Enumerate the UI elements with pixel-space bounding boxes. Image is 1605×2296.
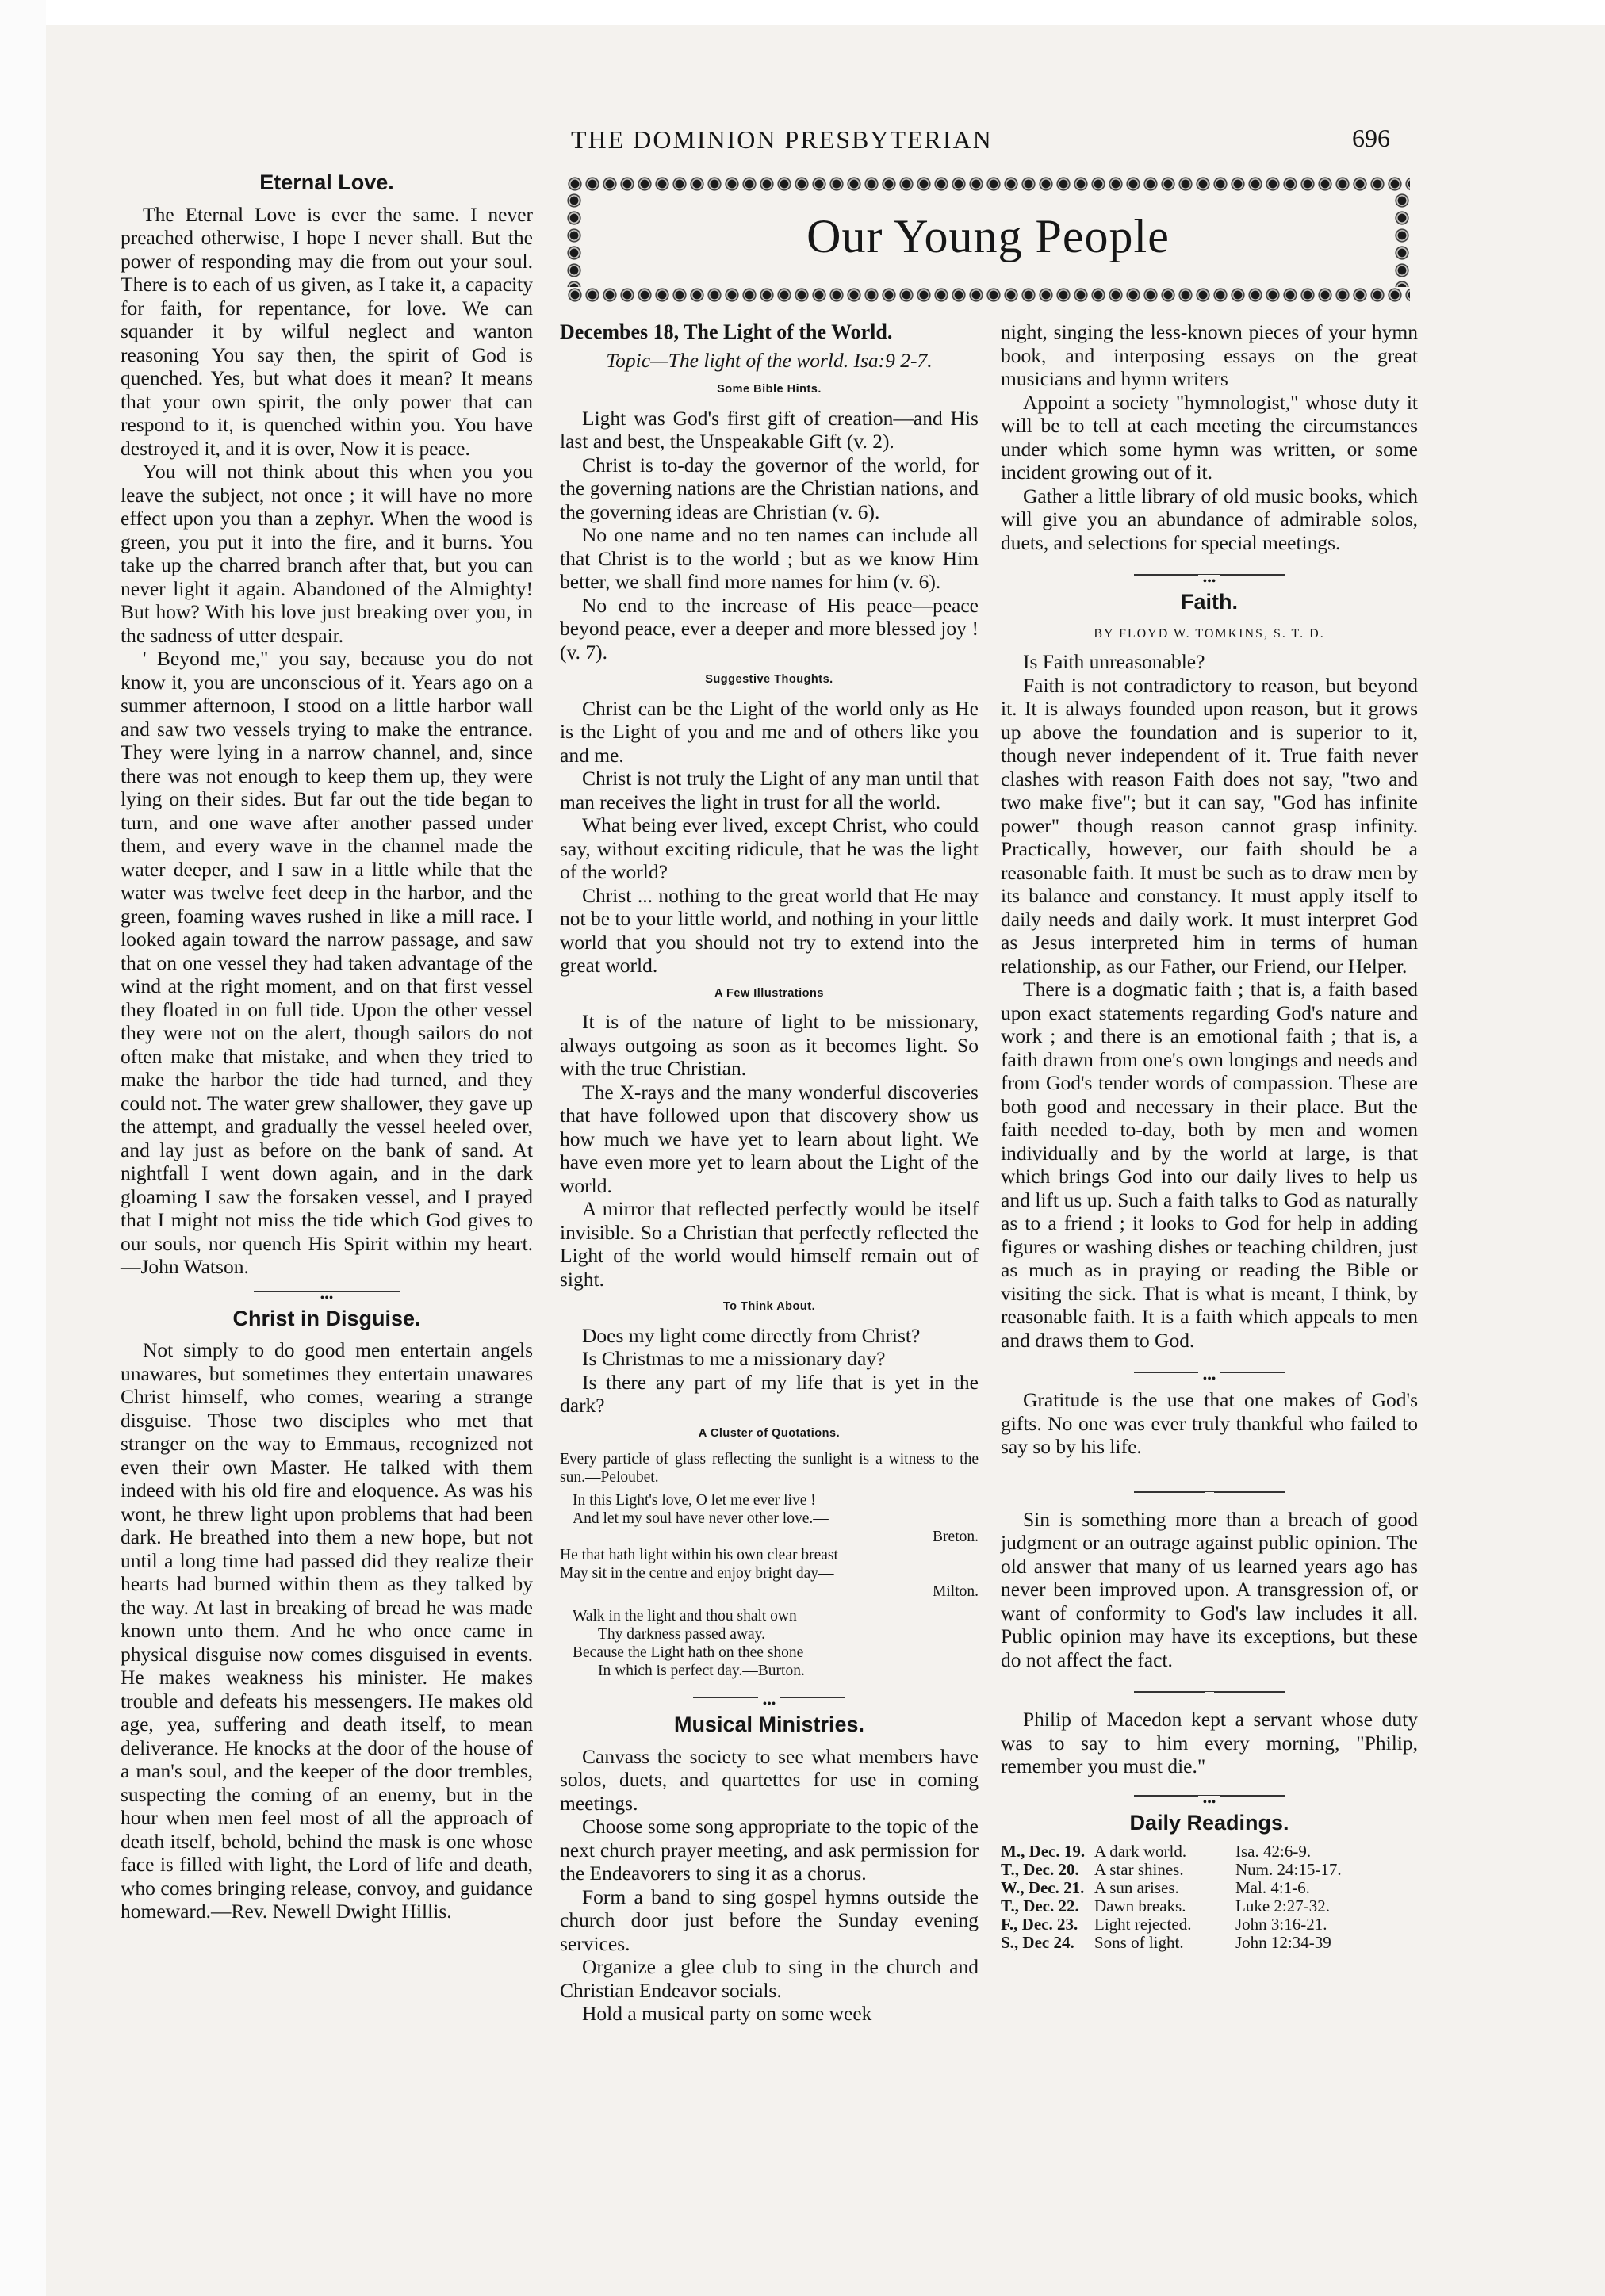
separator (1001, 1484, 1418, 1500)
paragraph: What being ever lived, except Christ, who could say, without exciting ridicule, that he was the light of the world? (560, 813, 979, 883)
page-number: 696 (1352, 124, 1390, 152)
verse-attribution: Breton. (933, 1529, 979, 1545)
paragraph: Form a band to sing gospel hymns outside the church door just before the Sunday evening services. (560, 1885, 979, 1955)
verse-line: Thy darkness passed away. (598, 1626, 766, 1643)
article-title-musical-ministries: Musical Ministries. (673, 1712, 865, 1736)
paragraph: The X-rays and the many wonderful discoveries that have followed upon that discovery show us how much we have yet to learn about light. We have even more yet to learn about the Light of the world. (560, 1080, 979, 1197)
bead-border-top (566, 176, 1410, 192)
lesson-heading: Decembes 18, The Light of the World. (560, 320, 893, 343)
question: Is Christmas to me a missionary day? (582, 1347, 886, 1370)
column-left (121, 171, 533, 1923)
verse-quotation (560, 1546, 979, 1601)
question: Does my light come directly from Christ? (582, 1323, 921, 1347)
paragraph: Light was God's first gift of creation—and His last and best, the Unspeakable Gift (v. 2). (560, 406, 979, 453)
paragraph: You will not think about this when you you leave the subject, not once ; it will have no more effect upon you than a zephyr. When the wood is green, you put it into the fire, and it burns. You take up the charred branch after that, but you can never light it again. Abandoned of the Almighty! But how? With his love just breaking over you, in the sadness of utter despair. (121, 460, 533, 647)
article-title-faith: Faith. (1181, 590, 1238, 614)
verse-line: He that hath light within his own clear breast (560, 1547, 838, 1563)
subheading: Some Bible Hints. (717, 383, 822, 396)
paragraph: ' Beyond me," you say, because you do not know it, you are unconscious of it. Years ago on a summer afternoon, I stood on a little harbor wall and saw two vessels trying to make the entrance. They were lying in a narrow channel, and, since there was not enough to keep them up, they were lying on their sides. But far out the tide began to turn, and one wave after another passed under them, and every wave in the channel made the water deeper, and I saw in a little while that the water was twelve feet deep in the harbor, and the green, foaming waves rushed in like a mill race. I looked again toward the narrow passage, and saw that on one vessel they had taken advantage of the wind at the right moment, and on that first vessel they floated in on full tide. Upon the other vessel they were not on the alert, though sailors do not often make that mistake, and when they tried to make the harbor the tide had turned, and they could not. The water grew shallower, they gave up the attempt, and gradually the vessel heeled over, and lay just as before on the bank of sand. At nightfall I went down again, and in the dark gloaming I saw the forsaken vessel, and I prayed that I might not miss the tide which God gives to our souls, nor quench His Spirit within my heart.—John Watson. (121, 647, 533, 1278)
section-banner (566, 176, 1410, 303)
separator: ••• (121, 1284, 533, 1299)
article-title-eternal-love: Eternal Love. (259, 170, 394, 194)
paragraph: Appoint a society "hymnologist," whose duty it will be to tell at each meeting the circumstances under which some hymn was written, or some incident growing out of it. (1001, 390, 1418, 484)
subheading: A Few Illustrations (714, 986, 824, 1000)
paragraph: The Eternal Love is ever the same. I never preached otherwise, I hope I never shall. But the power of responding may die from out your soul. There is to each of us given, as I take it, a capacity for faith, for repentance, for love. We can squander it by wilful neglect and wanton reasoning You say then, the spirit of God is quenched. Yes, but what does it mean? It means that your own spirit, the only power that can respond to it, is quenched within you. You have destroyed it, and it is over, Now it is peace. (121, 202, 533, 460)
reading-row: W., Dec. 21. A sun arises. Mal. 4:1-6. (1001, 1878, 1310, 1897)
reading-row: S., Dec 24. Sons of light. John 12:34-39 (1001, 1933, 1331, 1952)
question: Is there any part of my life that is yet in the dark? (560, 1370, 979, 1417)
verse-line: Because the Light hath on thee shone (573, 1644, 804, 1661)
paragraph: Christ is not truly the Light of any man until that man receives the light in trust for all the world. (560, 767, 979, 813)
verse-line: And let my soul have never other love.— (573, 1510, 829, 1527)
paragraph: No end to the increase of His peace—peace beyond peace, ever a deeper and more blessed joy ! (v. 7). (560, 593, 979, 664)
subheading: To Think About. (722, 1300, 816, 1313)
separator (1001, 1684, 1418, 1700)
daily-readings-list (1001, 1843, 1418, 1952)
daily-readings-title: Daily Readings. (1129, 1810, 1289, 1835)
quotation-text: Every particle of glass reflecting the sunlight is a witness to the sun.—Peloubet. (560, 1451, 979, 1486)
paragraph: Gather a little library of old music books, which will give you an abundance of admirable solos, duets, and selections for special meetings. (1001, 484, 1418, 554)
scan-margin (0, 0, 46, 2296)
subheading: Suggestive Thoughts. (705, 673, 833, 686)
verse-line: In this Light's love, O let me ever live ! (573, 1492, 816, 1509)
paragraph: Philip of Macedon kept a servant whose duty was to say to him every morning, "Philip, remember you must die." (1001, 1708, 1418, 1777)
paragraph: Sin is something more than a breach of good judgment or an outrage against public opinion. The old answer that many of us learned years ago has never been improved upon. A transgression of, or want of conformity to God's law includes it all. Public opinion may have its exceptions, but these do not affect the fact. (1001, 1507, 1418, 1671)
reading-row: M., Dec. 19. A dark world. Isa. 42:6-9. (1001, 1842, 1312, 1861)
column-middle (560, 320, 979, 2026)
paragraph: Is Faith unreasonable? (1023, 650, 1205, 673)
subheading: A Cluster of Quotations. (698, 1426, 841, 1440)
reading-row: T., Dec. 20. A star shines. Num. 24:15-17. (1001, 1860, 1342, 1879)
reading-row: T., Dec. 22. Dawn breaks. Luke 2:27-32. (1001, 1896, 1330, 1915)
bead-border-bottom (566, 287, 1410, 303)
separator: ••• (560, 1689, 979, 1705)
banner-title: Our Young People (806, 210, 1170, 262)
verse-line: May sit in the centre and enjoy bright day— (560, 1565, 834, 1582)
reading-row: F., Dec. 23. Light rejected. John 3:16-21. (1001, 1915, 1327, 1934)
verse-attribution: Milton. (933, 1583, 979, 1600)
quotation (560, 1450, 979, 1487)
separator: ••• (1001, 567, 1418, 583)
verse-line: In which is perfect day.—Burton. (598, 1663, 805, 1679)
paragraph: There is a dogmatic faith ; that is, a faith based upon exact statements regarding God's nature and work ; and there is an emotional faith ; that is, a faith drawn from one's own longings and needs and from God's tender words of compassion. These are both good and necessary in their place. But the faith needed to-day, both by men and women individually and by the world at large, is that which brings God into our daily lives to help us and lift us up. Such a faith talks to God as naturally as to a friend ; it looks to God for help in adding figures or washing dishes or teaching children, just as much as in praying or reading the Bible or visiting the sick. That is what is meant, I think, by reasonable faith. It is a faith which appeals to men and draws them to God. (1001, 978, 1418, 1352)
separator: ••• (1001, 1788, 1418, 1804)
paragraph: Organize a glee club to sing in the church and Christian Endeavor socials. (560, 1955, 979, 2002)
separator: ••• (1001, 1364, 1418, 1380)
paragraph: Choose some song appropriate to the topic of the next church prayer meeting, and ask permission for the Endeavorers to sing it as a chorus. (560, 1815, 979, 1885)
paragraph: It is of the nature of light to be missionary, always outgoing as soon as it becomes light. So with the true Christian. (560, 1010, 979, 1080)
verse-line: Walk in the light and thou shalt own (573, 1608, 797, 1624)
paragraph: Christ ... nothing to the great world that He may not be to your little world, and nothing in your little world that you should not try to extend into the great world. (560, 883, 979, 977)
paragraph: No one name and no ten names can include all that Christ is to the world ; but as we know Him better, we shall find more names for him (v. 6). (560, 523, 979, 593)
verse-quotation (560, 1607, 979, 1680)
paragraph: A mirror that reflected perfectly would be itself invisible. So a Christian that perfectly reflected the Light of the world would himself remain out of sight. (560, 1197, 979, 1291)
paragraph: Gratitude is the use that one makes of God's gifts. No one was ever truly thankful who failed to say so by his life. (1001, 1388, 1418, 1458)
paragraph: Christ can be the Light of the world only as He is the Light of you and me and of others like you and me. (560, 696, 979, 767)
paragraph: Canvass the society to see what members have solos, duets, and quartettes for use in coming meetings. (560, 1744, 979, 1815)
lesson-topic: Topic—The light of the world. Isa:9 2-7. (606, 348, 933, 372)
paragraph: Hold a musical party on some week (582, 2002, 872, 2025)
article-title-christ-in-disguise: Christ in Disguise. (232, 1306, 421, 1330)
running-head: THE DOMINION PRESBYTERIAN (571, 125, 993, 154)
paragraph: Not simply to do good men entertain angels unawares, but sometimes they entertain unawares Christ himself, who comes, wearing a strange disguise. Those two disciples who met that stranger on the way to Emmaus, recognized not even their own Master. He talked with them indeed with his old fire and eloquence. As was his wont, he threw light upon problems that had been dark. He breathed into them a new hope, but not until a long time had passed did they realize their hearts had burned within them as they talked by the way. At last in breaking of bread he was made known unto them. And he who once came in physical disguise now comes disguised in events. He makes weakness his minister. He makes trouble and defeats his messengers. He makes old age, yea, suffering and death itself, to mean deliverance. He knocks at the door of the house of a man's soul, and the keeper of the door trembles, suspecting the coming of an enemy, but in the hour when men feel most of all the approach of death itself, behold, behind the mask is one whose face is filled with light, the Lord of life and death, who comes bringing release, convoy, and guidance homeward.—Rev. Newell Dwight Hillis. (121, 1338, 533, 1923)
paragraph: night, singing the less-known pieces of your hymn book, and interposing essays on the great musicians and hymn writers (1001, 320, 1418, 390)
paragraph: Christ is to-day the governor of the world, for the governing nations are the Christian nations, and the governing ideas are Christian (v. 6). (560, 453, 979, 523)
verse-quotation (560, 1491, 979, 1546)
byline: BY FLOYD W. TOMKINS, S. T. D. (1094, 626, 1325, 641)
column-right (1001, 320, 1418, 1952)
paragraph: Faith is not contradictory to reason, but beyond it. It is always founded upon reason, but it grows up above the foundation and is superior to it, though never independent of it. True faith never clashes with reason Faith does not say, "two and two make five"; but it can say, "God has infinite power" though reason cannot grasp infinity. Practically, however, our faith should be a reasonable faith. It must be such as to draw men by its balance and constancy. It must apply itself to daily needs and daily work. It must interpret God as Jesus interpreted him in terms of human relationship, as our Father, our Friend, our Helper. (1001, 673, 1418, 978)
